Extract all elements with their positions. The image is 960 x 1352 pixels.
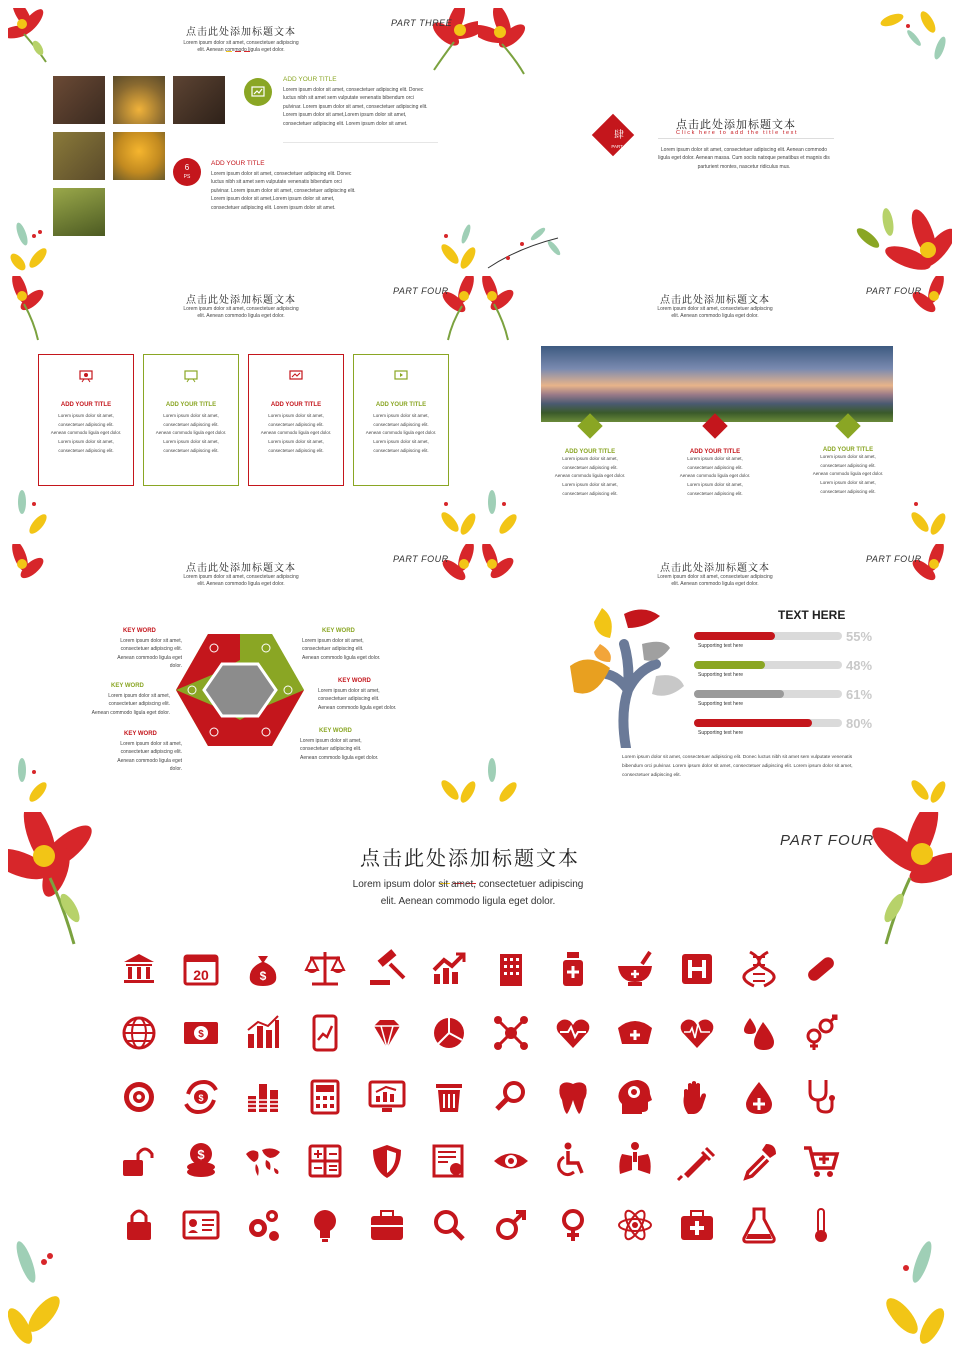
brain-head-icon bbox=[614, 1076, 656, 1118]
keyword-4-title: KEY WORD bbox=[322, 628, 355, 634]
leaves-bottom-right-decoration bbox=[432, 750, 482, 810]
leaves-bottom-left-decoration bbox=[8, 750, 54, 810]
title-rule bbox=[658, 138, 834, 139]
tooth-icon bbox=[552, 1076, 594, 1118]
slide-title: 点击此处添加标题文本 bbox=[676, 118, 796, 131]
landscape-item-3 bbox=[808, 447, 888, 497]
part-label: PART FOUR bbox=[780, 832, 875, 849]
item-divider bbox=[283, 142, 438, 143]
keyword-1-title: KEY WORD bbox=[123, 628, 156, 634]
presentation-icon bbox=[78, 369, 94, 383]
bar-stack-icon bbox=[242, 1076, 284, 1118]
card-text: Lorem ipsum dolor sit amet, consectetuer adipiscing elit. Aenean commodo ligula eget dolor. Lorem ipsum dolor sit amet, consectetuer adipiscing elit. bbox=[155, 413, 227, 453]
bar-chart-icon bbox=[242, 1012, 284, 1054]
progress-bar-2 bbox=[694, 661, 842, 669]
info-card-4 bbox=[353, 354, 449, 486]
item2-icon-badge: 6 PS bbox=[173, 158, 201, 186]
progress-bar-4 bbox=[694, 719, 842, 727]
presentation-chart-icon bbox=[244, 78, 272, 106]
calendar-icon bbox=[180, 948, 222, 990]
female-icon bbox=[552, 1204, 594, 1246]
progress-label: Supporting text here bbox=[698, 701, 744, 707]
part-label: PART FOUR bbox=[866, 554, 922, 564]
progress-label: Supporting text here bbox=[698, 730, 744, 736]
male-icon bbox=[490, 1204, 532, 1246]
play-board-icon bbox=[393, 369, 409, 383]
slide-part-four-cover bbox=[478, 8, 952, 274]
card-text: Lorem ipsum dolor sit amet, consectetuer adipiscing elit. Aenean commodo ligula eget dolor. Lorem ipsum dolor sit amet, consectetuer adipiscing elit. bbox=[260, 413, 332, 453]
leaves-bottom-right-decoration bbox=[872, 1222, 952, 1352]
shield-icon bbox=[366, 1140, 408, 1182]
item-text: Lorem ipsum dolor sit amet, consectetuer adipiscing elit. Aenean commodo ligula eget dolor. Lorem ipsum dolor sit amet, consectetuer adipiscing elit. bbox=[679, 456, 751, 496]
part-label: PART FOUR bbox=[393, 554, 449, 564]
keyword-2-title: KEY WORD bbox=[111, 683, 144, 689]
card-title: ADD YOUR TITLE bbox=[270, 402, 322, 408]
info-card-2 bbox=[143, 354, 239, 486]
card-title: ADD YOUR TITLE bbox=[60, 402, 112, 408]
growth-chart-icon bbox=[428, 948, 470, 990]
slide-title: 点击此处添加标题文本 bbox=[360, 846, 580, 870]
medicine-bottle-icon bbox=[552, 948, 594, 990]
capsule-icon bbox=[800, 948, 842, 990]
item2-title: ADD YOUR TITLE bbox=[211, 160, 265, 167]
progress-percent: 48% bbox=[846, 658, 873, 673]
wheelchair-icon bbox=[552, 1140, 594, 1182]
tulip-photo-grid bbox=[53, 76, 227, 236]
progress-label: Supporting text here bbox=[698, 643, 744, 649]
slide-title: 点击此处添加标题文本 bbox=[186, 27, 296, 38]
progress-bar-3 bbox=[694, 690, 842, 698]
leaves-top-right-decoration bbox=[862, 8, 952, 68]
keyword-5-text: Lorem ipsum dolor sit amet, consectetuer adipiscing elit. Aenean commodo ligula eget dolor. bbox=[318, 688, 397, 711]
lightbulb-icon bbox=[304, 1204, 346, 1246]
pie-chart-icon bbox=[428, 1012, 470, 1054]
hexagon-cycle-diagram bbox=[174, 630, 306, 750]
item1-title: ADD YOUR TITLE bbox=[283, 76, 337, 83]
leaves-bottom-right-decoration bbox=[902, 482, 952, 542]
leaves-bottom-left-decoration bbox=[478, 482, 524, 542]
flower-top-left-decoration bbox=[8, 812, 110, 948]
hand-icon bbox=[676, 1076, 718, 1118]
item1-icon-badge bbox=[244, 78, 272, 106]
recycle-ps-icon: 6 bbox=[184, 163, 190, 172]
blood-drop-plus-icon bbox=[738, 1076, 780, 1118]
math-calculator-icon bbox=[304, 1140, 346, 1182]
slide-title-en: Click here to add the title text bbox=[676, 130, 799, 136]
trash-icon bbox=[428, 1076, 470, 1118]
slide-subtitle: Lorem ipsum dolor sit amet, consectetuer adipiscing elit. Aenean commodo ligula eget dolor. bbox=[657, 574, 773, 587]
slide-icon-library bbox=[8, 812, 952, 1352]
item-text: Lorem ipsum dolor sit amet, consectetuer adipiscing elit. Aenean commodo ligula eget dolor. Lorem ipsum dolor sit amet, consectetuer adipiscing elit. bbox=[812, 454, 884, 494]
mortar-pestle-icon bbox=[614, 948, 656, 990]
progress-fill bbox=[694, 661, 765, 669]
part-badge-label: PART 4 bbox=[611, 144, 627, 149]
first-aid-icon bbox=[676, 1204, 718, 1246]
world-map-icon bbox=[242, 1140, 284, 1182]
nurse-cap-icon bbox=[614, 1012, 656, 1054]
magnifier-icon bbox=[490, 1076, 532, 1118]
slide-title: 点击此处添加标题文本 bbox=[660, 295, 770, 306]
gender-icon bbox=[800, 1012, 842, 1054]
certificate-icon bbox=[428, 1140, 470, 1182]
landscape-photo bbox=[541, 346, 893, 422]
dna-icon bbox=[738, 948, 780, 990]
slide-part-four-landscape bbox=[478, 276, 952, 542]
office-building-icon bbox=[490, 948, 532, 990]
part-badge-char: 肆 bbox=[614, 130, 624, 141]
thermometer-icon bbox=[800, 1204, 842, 1246]
item-text: Lorem ipsum dolor sit amet, consectetuer adipiscing elit. Aenean commodo ligula eget dolor. Lorem ipsum dolor sit amet, consectetuer adipiscing elit. bbox=[554, 456, 626, 496]
info-card-3 bbox=[248, 354, 344, 486]
globe-icon bbox=[118, 1012, 160, 1054]
gears-icon bbox=[242, 1204, 284, 1246]
part-label: PART FOUR bbox=[866, 286, 922, 296]
slide-title: 点击此处添加标题文本 bbox=[186, 563, 296, 574]
flower-top-left-decoration bbox=[8, 544, 54, 610]
tree-illustration bbox=[566, 604, 696, 748]
eye-icon bbox=[490, 1140, 532, 1182]
progress-fill bbox=[694, 719, 812, 727]
svg-text:$: $ bbox=[198, 1029, 204, 1040]
card-text: Lorem ipsum dolor sit amet, consectetuer adipiscing elit. Aenean commodo ligula eget dolor. Lorem ipsum dolor sit amet, consectetuer adipiscing elit. bbox=[50, 413, 122, 453]
progress-percent: 55% bbox=[846, 629, 873, 644]
progress-fill bbox=[694, 632, 775, 640]
money-bag-icon bbox=[242, 948, 284, 990]
search-icon bbox=[428, 1204, 470, 1246]
flower-top-left-decoration bbox=[8, 8, 64, 64]
keyword-3-text: Lorem ipsum dolor sit amet, consectetuer adipiscing elit. Aenean commodo ligula eget dolor. bbox=[117, 741, 182, 772]
item2-text: Lorem ipsum dolor sit amet, consectetuer adipiscing elit. Donec luctus nibh sit amet sem vulputate venenatis bibendum orci pulvinar. Lorem ipsum dolor sit amet, consectetuer adipiscing elit. Lorem ipsum dolor sit amet,Lorem ipsum dolor sit amet, consectetuer adipiscing elit. Lorem ipsum dolor sit amet. bbox=[211, 171, 356, 211]
dollar-cycle-icon bbox=[180, 1076, 222, 1118]
keyword-4-text: Lorem ipsum dolor sit amet, consectetuer adipiscing elit. Aenean commodo ligula eget dolor. bbox=[302, 638, 381, 661]
card-title: ADD YOUR TITLE bbox=[375, 402, 427, 408]
progress-percent: 80% bbox=[846, 716, 873, 731]
svg-text:$: $ bbox=[198, 1093, 204, 1103]
landscape-item-2 bbox=[675, 449, 755, 499]
lungs-icon bbox=[614, 1140, 656, 1182]
heart-ecg-icon bbox=[676, 1012, 718, 1054]
flask-icon bbox=[738, 1204, 780, 1246]
unlock-icon bbox=[118, 1140, 160, 1182]
coin-stack-icon bbox=[180, 1140, 222, 1182]
svg-text:20: 20 bbox=[193, 967, 209, 983]
flower-top-left-decoration bbox=[478, 544, 524, 610]
leaves-bottom-left-decoration bbox=[478, 208, 568, 274]
diamond-icon bbox=[366, 1012, 408, 1054]
progress-fill bbox=[694, 690, 784, 698]
scales-icon bbox=[304, 948, 346, 990]
keyword-6-title: KEY WORD bbox=[319, 728, 352, 734]
stethoscope-icon bbox=[800, 1076, 842, 1118]
gavel-icon bbox=[366, 948, 408, 990]
item1-text: Lorem ipsum dolor sit amet, consectetuer adipiscing elit. Donec luctus nibh sit amet sem vulputate venenatis bibendum orci pulvinar. Lorem ipsum dolor sit amet, consectetuer adipiscing elit. Lorem ipsum dolor sit amet,Lorem ipsum dolor sit amet, consectetuer adipiscing elit. Lorem ipsum dolor sit amet. bbox=[283, 87, 428, 127]
trend-board-icon bbox=[288, 369, 304, 383]
info-card-1 bbox=[38, 354, 134, 486]
progress-label: Supporting text here bbox=[698, 672, 744, 678]
mobile-chart-icon bbox=[304, 1012, 346, 1054]
banknote-icon bbox=[180, 1012, 222, 1054]
target-icon bbox=[118, 1076, 160, 1118]
heart-pulse-icon bbox=[552, 1012, 594, 1054]
progress-bar-1 bbox=[694, 632, 842, 640]
flower-top-left-decoration bbox=[478, 276, 524, 342]
lock-icon bbox=[118, 1204, 160, 1246]
flower-bottom-right-decoration bbox=[828, 178, 952, 274]
leaves-bottom-right-decoration bbox=[432, 214, 482, 274]
blood-drops-icon bbox=[738, 1012, 780, 1054]
molecule-icon bbox=[490, 1012, 532, 1054]
bars-heading: TEXT HERE bbox=[778, 608, 846, 622]
leaves-bottom-left-decoration bbox=[478, 750, 524, 810]
flower-top-left-decoration bbox=[8, 276, 54, 342]
dropper-icon bbox=[738, 1140, 780, 1182]
slide-part-three bbox=[8, 8, 482, 274]
card-title: ADD YOUR TITLE bbox=[165, 402, 217, 408]
keyword-5-title: KEY WORD bbox=[338, 678, 371, 684]
keyword-2-text: Lorem ipsum dolor sit amet, consectetuer adipiscing elit. Aenean commodo ligula eget dolor. bbox=[91, 693, 170, 716]
progress-percent: 61% bbox=[846, 687, 873, 702]
slide-subtitle: Lorem ipsum dolor sit amet, consectetuer adipiscing elit. Aenean commodo ligula eget dolor. bbox=[352, 879, 584, 907]
easel-icon bbox=[183, 369, 199, 383]
hospital-icon bbox=[676, 948, 718, 990]
slide-subtitle: Lorem ipsum dolor sit amet, consectetuer adipiscing elit. Aenean commodo ligula eget dolor. bbox=[183, 40, 299, 53]
briefcase-icon bbox=[366, 1204, 408, 1246]
intro-text: Lorem ipsum dolor sit amet, consectetuer adipiscing elit. Aenean commodo ligula eget dolor. Aenean massa. Cum sociis natoque penatibus et magnis dis parturient montes, nascetur ridiculus mus. bbox=[658, 147, 830, 170]
svg-text:$: $ bbox=[197, 1147, 205, 1162]
part-label: PART THREE bbox=[391, 18, 453, 28]
keyword-1-text: Lorem ipsum dolor sit amet, consectetuer adipiscing elit. Aenean commodo ligula eget dolor. bbox=[117, 638, 182, 669]
leaves-bottom-left-decoration bbox=[8, 1222, 84, 1352]
monitor-chart-icon bbox=[366, 1076, 408, 1118]
slide-subtitle: Lorem ipsum dolor sit amet, consectetuer adipiscing elit. Aenean commodo ligula eget dolor. bbox=[183, 306, 299, 319]
slide-part-four-tree-bars bbox=[478, 544, 952, 810]
slide-title: 点击此处添加标题文本 bbox=[660, 563, 770, 574]
part-label: PART FOUR bbox=[393, 286, 449, 296]
keyword-6-text: Lorem ipsum dolor sit amet, consectetuer adipiscing elit. Aenean commodo ligula eget dolor. bbox=[300, 738, 379, 761]
calculator-icon bbox=[304, 1076, 346, 1118]
item-title: ADD YOUR TITLE bbox=[822, 447, 874, 453]
title-underline bbox=[440, 871, 479, 873]
svg-text:$: $ bbox=[259, 969, 267, 983]
slide-subtitle: Lorem ipsum dolor sit amet, consectetuer adipiscing elit. Aenean commodo ligula eget dolor. bbox=[183, 574, 299, 587]
slide-part-four-cards bbox=[8, 276, 482, 542]
leaves-bottom-left-decoration bbox=[8, 214, 56, 274]
slide-title: 点击此处添加标题文本 bbox=[186, 295, 296, 306]
syringe-icon bbox=[676, 1140, 718, 1182]
bank-icon bbox=[118, 948, 160, 990]
flower-top-left-decoration bbox=[478, 8, 534, 76]
item-title: ADD YOUR TITLE bbox=[689, 449, 741, 455]
card-text: Lorem ipsum dolor sit amet, consectetuer adipiscing elit. Aenean commodo ligula eget dolor. Lorem ipsum dolor sit amet, consectetuer adipiscing elit. bbox=[365, 413, 437, 453]
cart-plus-icon bbox=[800, 1140, 842, 1182]
leaves-bottom-right-decoration bbox=[432, 482, 482, 542]
leaves-bottom-left-decoration bbox=[8, 482, 54, 542]
item-title: ADD YOUR TITLE bbox=[564, 449, 616, 455]
footer-text: Lorem ipsum dolor sit amet, consectetuer adipiscing elit. Donec luctus nibh sit amet sem vulputate venenatis bibendum orci pulvinar. Lorem ipsum dolor sit amet, consectetuer adipiscing elit. Lorem ipsum dolor sit amet, consectetuer adipiscing elit. bbox=[622, 755, 853, 778]
keyword-3-title: KEY WORD bbox=[124, 731, 157, 737]
landscape-item-1 bbox=[550, 449, 630, 499]
id-card-icon bbox=[180, 1204, 222, 1246]
slide-part-four-hexagon bbox=[8, 544, 482, 810]
atom-icon bbox=[614, 1204, 656, 1246]
slide-subtitle: Lorem ipsum dolor sit amet, consectetuer adipiscing elit. Aenean commodo ligula eget dolor. bbox=[657, 306, 773, 319]
